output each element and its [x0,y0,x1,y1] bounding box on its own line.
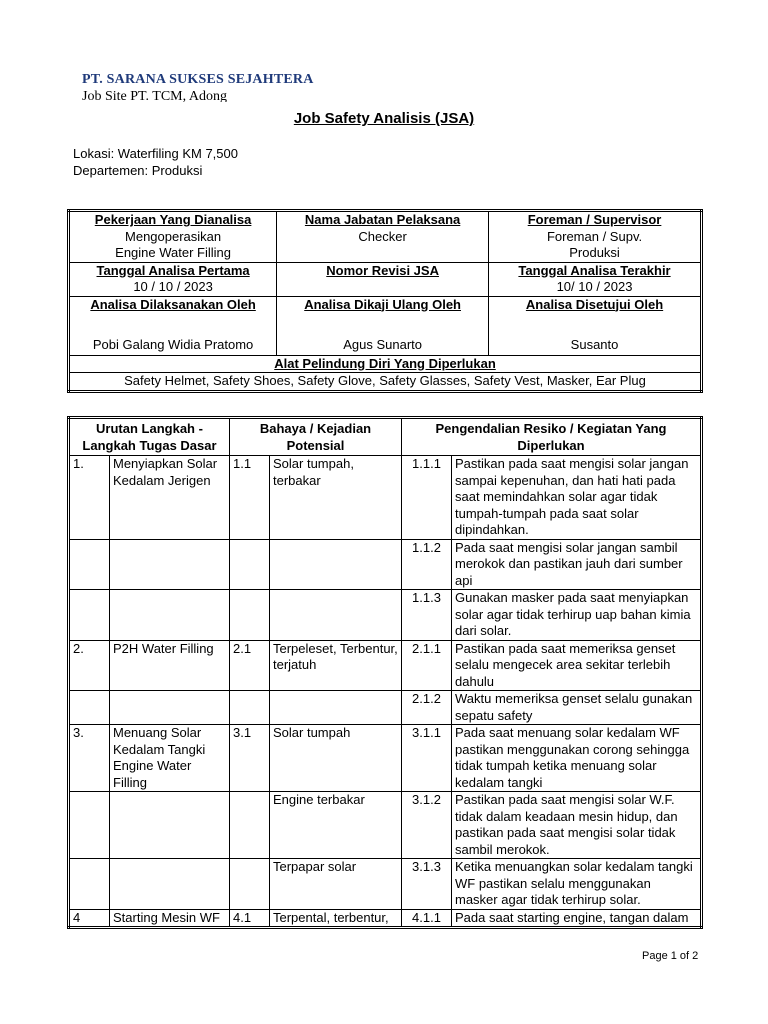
approved-by-cell [489,296,702,355]
hazard-number: 3.1 [230,725,270,792]
page-number: Page 1 of 2 [642,950,699,962]
first-analysis-date-label: Tanggal Analisa Pertama [96,262,250,278]
reviewed-by-label: Analisa Dikaji Ulang Oleh [304,296,461,312]
last-analysis-date-label: Tanggal Analisa Terakhir [518,262,671,278]
job-site: Job Site PT. TCM, Adong [82,89,227,102]
executor-position-label: Nama Jabatan Pelaksana [304,212,461,227]
job-analyzed-label: Pekerjaan Yang Dianalisa [94,212,252,227]
revision-number-label: Nomor Revisi JSA [326,262,439,278]
supervisor-cell [489,211,702,263]
steps-header-row [69,418,702,456]
control-number: 1.1.1 [402,456,452,540]
control-description: Pastikan pada saat mengisi solar W.F. tidak dalam keadaan mesin hidup, dan pastikan pada saat mengisi solar tidak sambil merokok. [452,792,702,859]
ppe-header-row [69,355,702,373]
table-row [69,640,702,691]
hazard-number: 2.1 [230,640,270,691]
hazard-description: Solar tumpah, terbakar [270,456,402,540]
control-number: 1.1.3 [402,590,452,641]
steps-column-header: Urutan Langkah - Langkah Tugas Dasar [69,418,230,456]
control-number: 4.1.1 [402,909,452,928]
step-number: 3. [69,725,110,792]
control-description: Gunakan masker pada saat menyiapkan solar agar tidak terhirup uap bahan kimia dari solar. [452,590,702,641]
table-row [69,859,702,910]
control-description: Pada saat starting engine, tangan dalam [452,909,702,928]
control-number: 2.1.2 [402,691,452,725]
table-row [69,691,702,725]
step-description: Menyiapkan Solar Kedalam Jerigen [110,456,230,540]
signature-row [69,296,702,355]
step-number [69,539,110,590]
approved-by-name: Susanto [570,337,619,352]
jsa-steps-table [67,416,703,929]
hazards-column-header: Bahaya / Kejadian Potensial [230,418,402,456]
hazard-number: 1.1 [230,456,270,540]
job-info-row [69,211,702,263]
hazard-description [270,590,402,641]
step-number [69,859,110,910]
location-text: Lokasi: Waterfiling KM 7,500 [73,146,238,161]
hazard-description [270,691,402,725]
company-name: PT. SARANA SUKSES SEJAHTERA [82,72,314,87]
control-number: 3.1.2 [402,792,452,859]
step-description [110,691,230,725]
department-text: Departemen: Produksi [73,163,203,178]
first-analysis-date-value: 10 / 10 / 2023 [133,279,213,294]
ppe-label: Alat Pelindung Diri Yang Diperlukan [274,355,496,371]
hazard-number [230,792,270,859]
first-analysis-date-cell [69,262,277,296]
table-row [69,456,702,540]
step-number: 4 [69,909,110,928]
control-description: Pada saat menuang solar kedalam WF pastikan menggunakan corong sehingga tidak tumpah ketika menuang solar kedalam tangki [452,725,702,792]
conducted-by-cell [69,296,277,355]
step-description: Menuang Solar Kedalam Tangki Engine Water Filling [110,725,230,792]
step-description [110,859,230,910]
hazard-number [230,691,270,725]
reviewed-by-name: Agus Sunarto [343,337,422,352]
revision-number-cell [277,262,489,296]
reviewed-by-cell [277,296,489,355]
controls-column-header: Pengendalian Resiko / Kegiatan Yang Diperlukan [402,418,702,456]
conducted-by-label: Analisa Dilaksanakan Oleh [90,296,256,312]
step-description: Starting Mesin WF [110,909,230,928]
executor-position-cell [277,211,489,263]
approved-by-label: Analisa Disetujui Oleh [525,296,664,312]
hazard-number: 4.1 [230,909,270,928]
step-description [110,590,230,641]
executor-position-value: Checker [358,228,407,244]
date-row [69,262,702,296]
hazard-number [230,590,270,641]
ppe-value-cell: Safety Helmet, Safety Shoes, Safety Glove, Safety Glasses, Safety Vest, Masker, Ear Plug [69,373,702,392]
document-title: Job Safety Analisis (JSA) [293,110,475,127]
job-analyzed-cell [69,211,277,263]
control-description: Ketika menuangkan solar kedalam tangki WF pastikan selalu menggunakan masker agar tidak terhirup solar. [452,859,702,910]
supervisor-value-1: Foreman / Supv. [546,228,643,244]
control-description: Pastikan pada saat mengisi solar jangan sampai kepenuhan, dan hati hati pada saat memindahkan solar agar tidak tumpah-tumpah pada saat solar dipindahkan. [452,456,702,540]
table-row [69,792,702,859]
job-analyzed-value-2: Engine Water Filling [115,245,232,260]
hazard-number [230,859,270,910]
conducted-by-name: Pobi Galang Widia Pratomo [92,337,254,352]
hazard-description: Engine terbakar [270,792,402,859]
step-number [69,590,110,641]
control-description: Waktu memeriksa genset selalu gunakan sepatu safety [452,691,702,725]
supervisor-label: Foreman / Supervisor [527,212,662,227]
step-number [69,792,110,859]
steps-table-body [69,456,702,928]
last-analysis-date-cell [489,262,702,296]
step-description [110,539,230,590]
supervisor-value-2: Produksi [569,245,620,260]
hazard-description: Terpeleset, Terbentur, terjatuh [270,640,402,691]
hazard-description: Terpapar solar [270,859,402,910]
step-number [69,691,110,725]
table-row [69,725,702,792]
control-number: 3.1.3 [402,859,452,910]
table-row [69,909,702,928]
control-number: 2.1.1 [402,640,452,691]
hazard-description: Solar tumpah [270,725,402,792]
control-description: Pastikan pada saat memeriksa genset selalu mengecek area sekitar terlebih dahulu [452,640,702,691]
hazard-description: Terpental, terbentur, [270,909,402,928]
control-number: 3.1.1 [402,725,452,792]
table-row [69,590,702,641]
last-analysis-date-value: 10/ 10 / 2023 [556,279,633,294]
ppe-value-row [69,373,702,392]
step-description [110,792,230,859]
job-analyzed-value-1: Mengoperasikan [125,228,222,244]
table-row [69,539,702,590]
control-description: Pada saat mengisi solar jangan sambil merokok dan pastikan jauh dari sumber api [452,539,702,590]
hazard-number [230,539,270,590]
ppe-label-cell [69,355,702,373]
step-number: 1. [69,456,110,540]
jsa-header-table [67,209,703,393]
hazard-description [270,539,402,590]
control-number: 1.1.2 [402,539,452,590]
step-number: 2. [69,640,110,691]
step-description: P2H Water Filling [110,640,230,691]
